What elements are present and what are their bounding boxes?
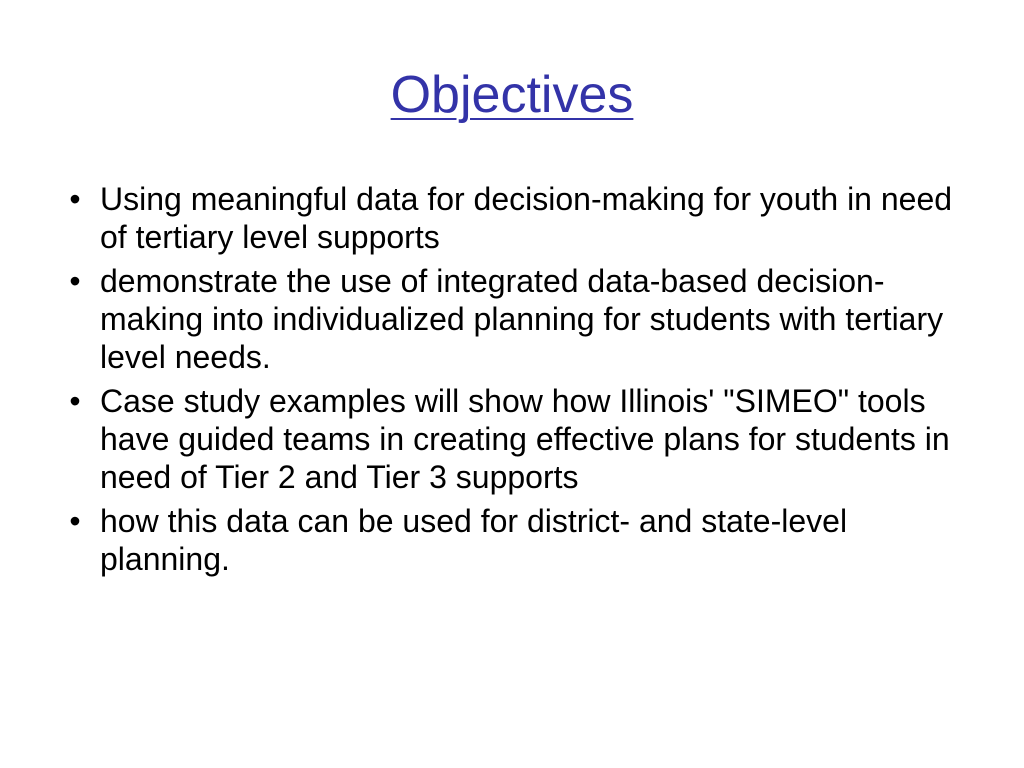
bullet-dot-icon: •	[69, 181, 81, 217]
bullet-text: demonstrate the use of integrated data-based decision-making into individualized planning for students with tertiary level needs.	[100, 263, 944, 375]
bullet-item	[60, 262, 970, 376]
bullet-text: Using meaningful data for decision-making for youth in need of tertiary level supports	[100, 181, 953, 255]
bullet-dot-icon: •	[69, 383, 81, 419]
bullet-text: Case study examples will show how Illinois' "SIMEO" tools have guided teams in creating effective plans for students in need of Tier 2 and Tier 3 supports	[100, 383, 950, 495]
bullet-item	[60, 180, 970, 256]
slide-title[interactable]: Objectives	[390, 66, 634, 124]
bullet-item	[60, 382, 970, 496]
bullet-item	[60, 502, 970, 578]
bullet-dot-icon: •	[69, 503, 81, 539]
bullet-list	[60, 180, 970, 584]
bullet-dot-icon: •	[69, 263, 81, 299]
bullet-text: how this data can be used for district- and state-level planning.	[100, 503, 848, 577]
